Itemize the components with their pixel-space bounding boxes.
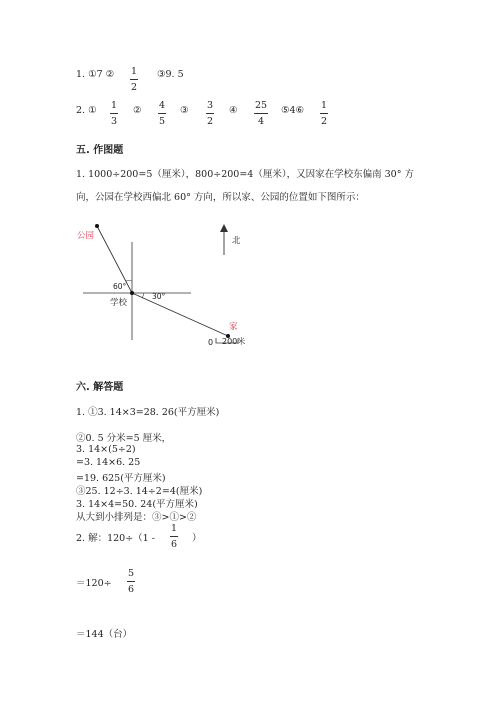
park-point bbox=[95, 224, 99, 228]
answer-line-1-text: 1. ①7 ② bbox=[76, 69, 115, 80]
angle-arc-30 bbox=[142, 293, 144, 298]
answer-line-2-circle4: ④ bbox=[229, 105, 238, 116]
fraction-numerator: 3 bbox=[207, 100, 214, 111]
answer-line-2-circle2: ② bbox=[133, 105, 142, 116]
fraction-denominator: 6 bbox=[128, 583, 135, 595]
home-label: 家 bbox=[229, 322, 238, 332]
section-heading-answers: 六. 解答题 bbox=[76, 382, 124, 393]
answer-1-line-3: 3. 14×(5÷2) bbox=[76, 444, 136, 455]
answer-2-paren-close: ） bbox=[192, 533, 202, 544]
north-arrow-icon bbox=[220, 224, 228, 232]
fraction-numerator: 4 bbox=[159, 100, 166, 111]
angle-30-label: 30° bbox=[152, 292, 166, 301]
fraction-denominator: 4 bbox=[258, 115, 265, 127]
school-point bbox=[130, 291, 134, 295]
fraction-numerator: 1 bbox=[321, 100, 328, 111]
fraction-denominator: 6 bbox=[171, 538, 178, 550]
fraction-numerator: 1 bbox=[111, 100, 118, 111]
answer-2-line-2: ＝120÷ bbox=[76, 578, 112, 589]
fraction-denominator: 2 bbox=[321, 115, 328, 127]
answer-1-line-2: ②0. 5 分米=5 厘米， bbox=[76, 433, 172, 444]
answer-1-line-6: ③25. 12÷3. 14÷2=4(厘米) bbox=[76, 486, 203, 497]
angle-60-label: 60° bbox=[113, 282, 127, 291]
fraction-numerator: 1 bbox=[171, 523, 178, 534]
fraction-numerator: 1 bbox=[131, 66, 138, 77]
answer-2-line-1: 2. 解：120÷（1 - bbox=[76, 533, 155, 544]
fraction-denominator: 3 bbox=[111, 115, 118, 127]
section-heading-drawing: 五. 作图题 bbox=[76, 145, 124, 156]
park-label: 公园 bbox=[77, 231, 95, 241]
fraction-1-6 bbox=[170, 524, 178, 549]
answer-line-2-circle3: ③ bbox=[180, 105, 189, 116]
answer-2-line-3: ＝144（台） bbox=[76, 629, 133, 640]
answer-1-line-8: 从大到小排列是：③>①>② bbox=[76, 512, 197, 523]
answer-1-line-5: =19. 625(平方厘米) bbox=[76, 473, 166, 484]
fraction-denominator: 2 bbox=[207, 115, 214, 127]
fraction-denominator: 5 bbox=[159, 115, 166, 127]
paragraph-line-1: 1. 1000÷200=5（厘米），800÷200=4（厘米），又因家在学校东偏南 30° 方 bbox=[76, 169, 414, 180]
fraction-numerator: 25 bbox=[255, 100, 268, 111]
paragraph-line-2: 向，公园在学校西偏北 60° 方向，所以家、公园的位置如下图所示： bbox=[76, 192, 365, 203]
fraction-5-6 bbox=[127, 569, 135, 594]
answer-1-line-7: 3. 14×4=50. 24(平方厘米) bbox=[76, 499, 198, 510]
scale-zero-label: 0 bbox=[208, 338, 214, 347]
north-label: 北 bbox=[232, 236, 241, 246]
school-label: 学校 bbox=[110, 298, 128, 308]
answer-1-line-4: =3. 14×6. 25 bbox=[76, 457, 141, 468]
answer-line-2: 2. ① bbox=[76, 105, 97, 116]
school-to-home-line bbox=[132, 293, 228, 336]
answer-1-line-1: 1. ①3. 14×3=28. 26(平方厘米) bbox=[76, 407, 220, 418]
answer-line-1-part3: ③9. 5 bbox=[157, 69, 184, 80]
fraction-denominator: 2 bbox=[131, 81, 138, 93]
scale-200m-label: 200米 bbox=[222, 337, 246, 346]
fraction-numerator: 5 bbox=[128, 568, 135, 579]
answer-line-2-circle5-6: ⑤4⑥ bbox=[281, 105, 305, 116]
